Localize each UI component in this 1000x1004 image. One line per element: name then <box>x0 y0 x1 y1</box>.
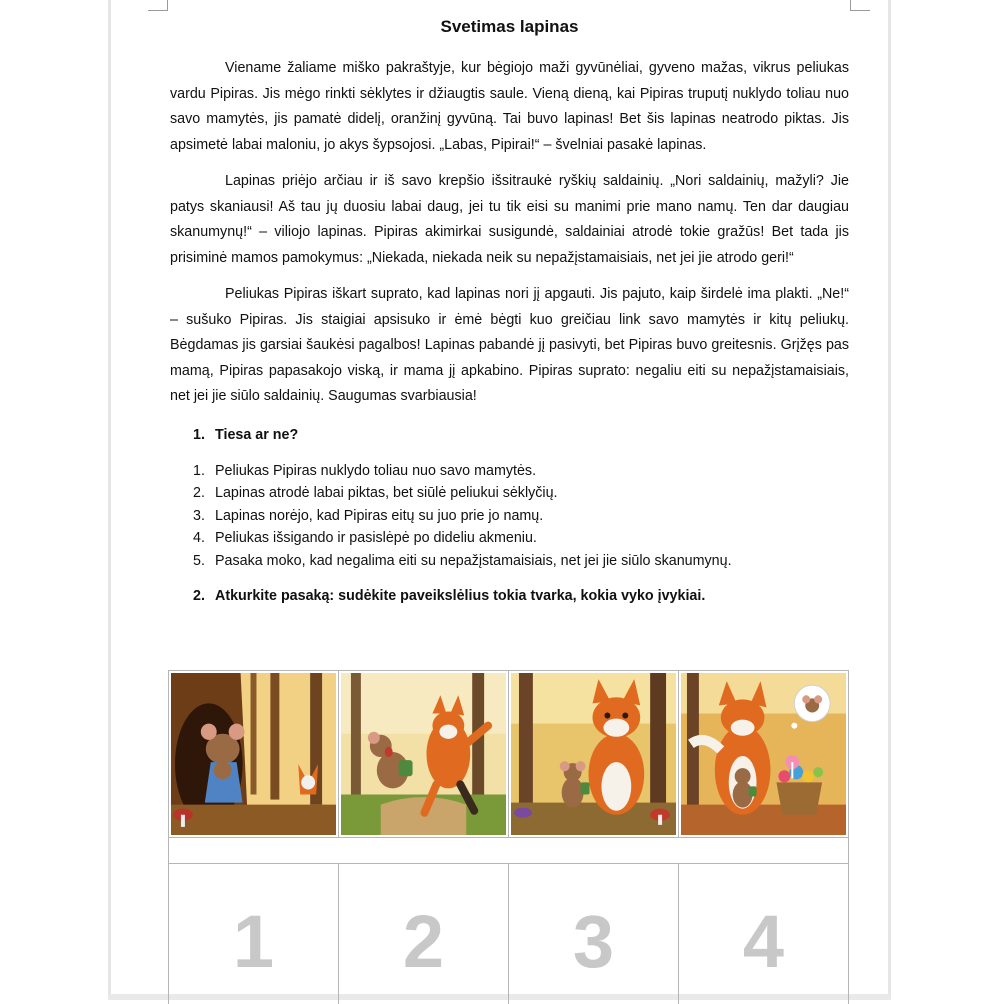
statement-text: Lapinas atrodė labai piktas, bet siūlė peliukui sėklyčių. <box>215 485 558 501</box>
margin-corner-mark <box>850 0 870 11</box>
order-number: 4 <box>742 900 785 983</box>
list-number: 3. <box>193 507 205 524</box>
statement-text: Pasaka moko, kad negalima eiti su nepažįstamaisiais, net jei jie siūlo skanumynų. <box>215 552 732 569</box>
story-paragraph: Peliukas Pipiras iškart suprato, kad lapinas nori jį apgauti. Jis pajuto, kaip širdelė ima plakti. „Ne!“ – sušuko Pipiras. Jis staigiai apsisuko ir ėmė bėgti kuo greičiau link savo mamytės ir kitų peliukų. Bėgdamas jis garsiai šaukėsi pagalbos! Lapinas pabandė jį pasivyti, bet Pipiras buvo greitesnis. Grįžęs pas mamą, Pipiras papasakojo viską, ir mama jį apkabino. Pipiras suprato: negaliu eiti su nepažįstamaisiais, net jei jie siūlo saldainių. Saugumas svarbiausia! <box>170 286 849 404</box>
list-number: 2. <box>193 485 205 501</box>
document-title: Svetimas lapinas <box>440 17 579 36</box>
task-title: Tiesa ar ne? <box>215 426 299 443</box>
illustration-fox-meets-mouse <box>511 673 676 835</box>
list-item <box>193 550 849 573</box>
list-number: 4. <box>193 530 205 546</box>
margin-corner-mark <box>148 0 168 11</box>
list-item <box>193 527 849 550</box>
story-picture-mouse-in-tree[interactable] <box>168 671 338 837</box>
story-paragraph: Viename žaliame miško pakraštyje, kur bėgiojo maži gyvūnėliai, gyveno mažas, vikrus peliukas vardu Pipiras. Jis mėgo rinkti sėklytes ir džiaugtis saule. Vieną dieną, kai Pipiras truputį nuklydo toliau nuo savo mamytės, jis pamatė didelį, oranžinį gyvūną. Tai buvo lapinas! Bet šis lapinas neatrodo piktas. Jis apsimetė labai maloniu, jo akys šypsojosi. „Labas, Pipirai!“ – švelniai pasakė lapinas. <box>170 60 849 153</box>
list-number: 1. <box>193 462 205 479</box>
task-number: 2. <box>193 588 205 604</box>
order-number: 2 <box>402 900 445 983</box>
order-number-row <box>168 864 849 1004</box>
task-1-heading <box>193 424 849 446</box>
order-box[interactable] <box>508 864 678 1004</box>
order-box[interactable] <box>678 864 849 1004</box>
table-spacer-row <box>168 838 849 864</box>
page-edge-right <box>888 0 891 1000</box>
list-item <box>193 460 849 483</box>
story-paragraph: Lapinas priėjo arčiau ir iš savo krepšio išsitraukė ryškių saldainių. „Nori saldainių, mažyli? Jie patys skaniausi! Aš tau jų duosiu labai daug, jei tu tik eisi su manimi prie mano namų. Ten dar daugiau skanumynų!“ – viliojo lapinas. Pipiras akimirkai susigundė, saldainiai atrodė tokie gražūs! Bet tada jis prisiminė mamos pamokymus: „Niekada, niekada neik su nepažįstamaisiais, net jei jie atrodo geri!“ <box>170 173 849 266</box>
statement-text: Peliukas išsigando ir pasislėpė po dideliu akmeniu. <box>215 530 537 546</box>
story <box>170 56 849 410</box>
document-body <box>170 14 849 607</box>
picture-row <box>168 671 849 838</box>
task-number: 1. <box>193 426 205 443</box>
list-item <box>193 505 849 528</box>
page-edge-left <box>108 0 111 1000</box>
list-item <box>193 482 849 505</box>
task-title: Atkurkite pasaką: sudėkite paveikslėlius tokia tvarka, kokia vyko įvykiai. <box>215 588 706 604</box>
story-picture-fox-offers-candy[interactable] <box>678 671 849 837</box>
illustration-fox-offers-candy <box>681 673 846 835</box>
statement-text: Lapinas norėjo, kad Pipiras eitų su juo prie jo namų. <box>215 507 544 524</box>
picture-order-table <box>168 670 849 1004</box>
order-number: 3 <box>572 900 615 983</box>
story-picture-mouse-runs[interactable] <box>338 671 508 837</box>
order-box[interactable] <box>338 864 508 1004</box>
order-box[interactable] <box>168 864 338 1004</box>
statement-text: Peliukas Pipiras nuklydo toliau nuo savo mamytės. <box>215 462 537 479</box>
statement-list <box>193 460 849 573</box>
story-picture-fox-meets-mouse[interactable] <box>508 671 678 837</box>
task-2-heading <box>193 585 849 607</box>
illustration-mouse-runs <box>341 673 506 835</box>
list-number: 5. <box>193 552 205 569</box>
order-number: 1 <box>232 900 275 983</box>
illustration-mouse-tree <box>171 673 336 835</box>
